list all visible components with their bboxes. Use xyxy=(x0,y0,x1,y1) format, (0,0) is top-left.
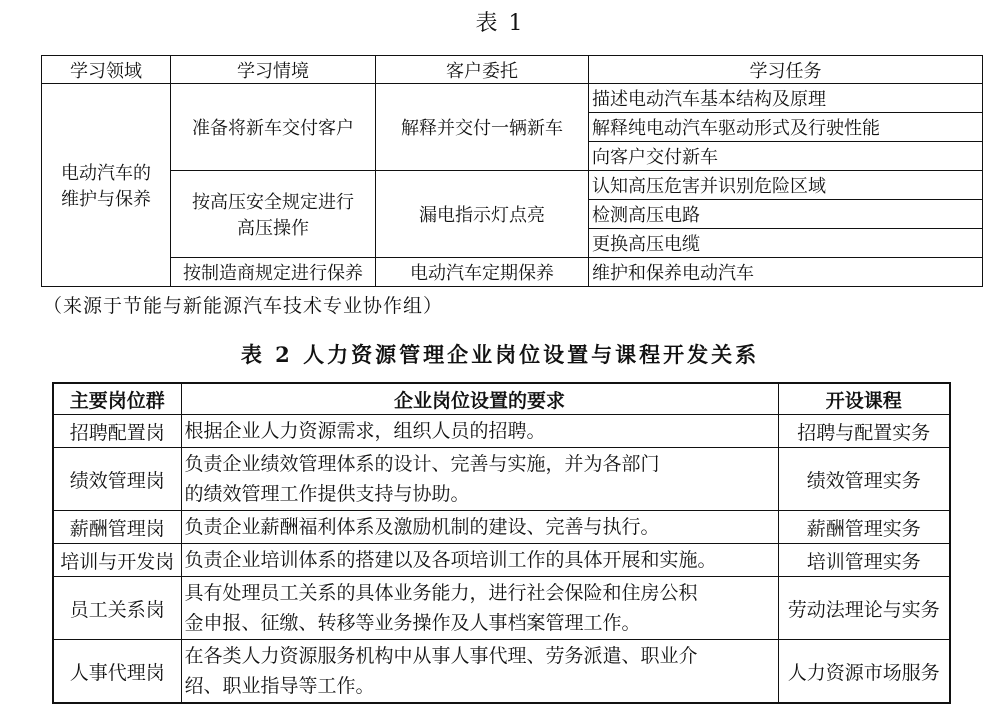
learning-domain-cell xyxy=(42,84,171,287)
table2-row xyxy=(53,415,950,448)
learning-situation-cell xyxy=(171,171,376,258)
learning-situation-table xyxy=(41,55,983,287)
table2-header-cell: 开设课程 xyxy=(778,383,950,415)
hr-positions-table xyxy=(52,382,951,704)
table2-header-row xyxy=(53,383,950,415)
course-name: 薪酬管理实务 xyxy=(778,511,950,544)
table2-title: 表 2 人力资源管理企业岗位设置与课程开发关系 xyxy=(240,342,760,367)
learning-task: 维护和保养电动汽车 xyxy=(589,258,983,287)
table2-header-cell: 企业岗位设置的要求 xyxy=(181,383,778,415)
position-requirement: 根据企业人力资源需求，组织人员的招聘。 xyxy=(181,415,778,448)
table1-row xyxy=(42,84,983,113)
course-name: 绩效管理实务 xyxy=(778,448,950,511)
position-group: 招聘配置岗 xyxy=(53,415,181,448)
course-name: 招聘与配置实务 xyxy=(778,415,950,448)
table1-header-cell: 学习任务 xyxy=(589,56,983,84)
table1-header-cell: 客户委托 xyxy=(376,56,589,84)
position-group: 绩效管理岗 xyxy=(53,448,181,511)
table2-row xyxy=(53,511,950,544)
course-name: 劳动法理论与实务 xyxy=(778,577,950,640)
table1-title: 表 1 xyxy=(475,11,525,36)
course-name: 人力资源市场服务 xyxy=(778,640,950,704)
customer-request-cell xyxy=(376,171,589,258)
table1-header-cell: 学习领域 xyxy=(42,56,171,84)
position-requirement: 负责企业绩效管理体系的设计、完善与实施，并为各部门 的绩效管理工作提供支持与协助。 xyxy=(181,448,778,511)
learning-situation-cell xyxy=(171,84,376,171)
position-group: 员工关系岗 xyxy=(53,577,181,640)
table2-row xyxy=(53,640,950,704)
position-requirement: 负责企业培训体系的搭建以及各项培训工作的具体开展和实施。 xyxy=(181,544,778,577)
learning-task: 检测高压电路 xyxy=(589,200,983,229)
learning-task: 解释纯电动汽车驱动形式及行驶性能 xyxy=(589,113,983,142)
learning-domain: 电动汽车的 维护与保养 xyxy=(61,163,151,210)
customer-request-cell xyxy=(376,84,589,171)
position-requirement: 负责企业薪酬福利体系及激励机制的建设、完善与执行。 xyxy=(181,511,778,544)
learning-task: 认知高压危害并识别危险区域 xyxy=(589,171,983,200)
learning-situation: 按制造商规定进行保养 xyxy=(171,258,376,287)
position-group: 培训与开发岗 xyxy=(53,544,181,577)
table2-row xyxy=(53,577,950,640)
customer-request: 电动汽车定期保养 xyxy=(376,258,589,287)
customer-request: 漏电指示灯点亮 xyxy=(419,205,545,226)
learning-task: 描述电动汽车基本结构及原理 xyxy=(589,84,983,113)
learning-task: 向客户交付新车 xyxy=(589,142,983,171)
table1-header-row xyxy=(42,56,983,84)
learning-task: 更换高压电缆 xyxy=(589,229,983,258)
table2-row xyxy=(53,544,950,577)
learning-situation: 按高压安全规定进行 高压操作 xyxy=(192,192,354,239)
table2-header-cell: 主要岗位群 xyxy=(53,383,181,415)
customer-request: 解释并交付一辆新车 xyxy=(401,118,563,139)
position-requirement: 具有处理员工关系的具体业务能力，进行社会保险和住房公积 金申报、征缴、转移等业务操作及人事档案管理工作。 xyxy=(181,577,778,640)
position-requirement: 在各类人力资源服务机构中从事人事代理、劳务派遣、职业介 绍、职业指导等工作。 xyxy=(181,640,778,704)
table1-row xyxy=(42,171,983,200)
learning-situation: 准备将新车交付客户 xyxy=(192,118,354,139)
table1-source-note: （来源于节能与新能源汽车技术专业协作组） xyxy=(43,295,444,317)
position-group: 人事代理岗 xyxy=(53,640,181,704)
table1-header-cell: 学习情境 xyxy=(171,56,376,84)
position-group: 薪酬管理岗 xyxy=(53,511,181,544)
table2-row xyxy=(53,448,950,511)
course-name: 培训管理实务 xyxy=(778,544,950,577)
table1-row xyxy=(42,258,983,287)
